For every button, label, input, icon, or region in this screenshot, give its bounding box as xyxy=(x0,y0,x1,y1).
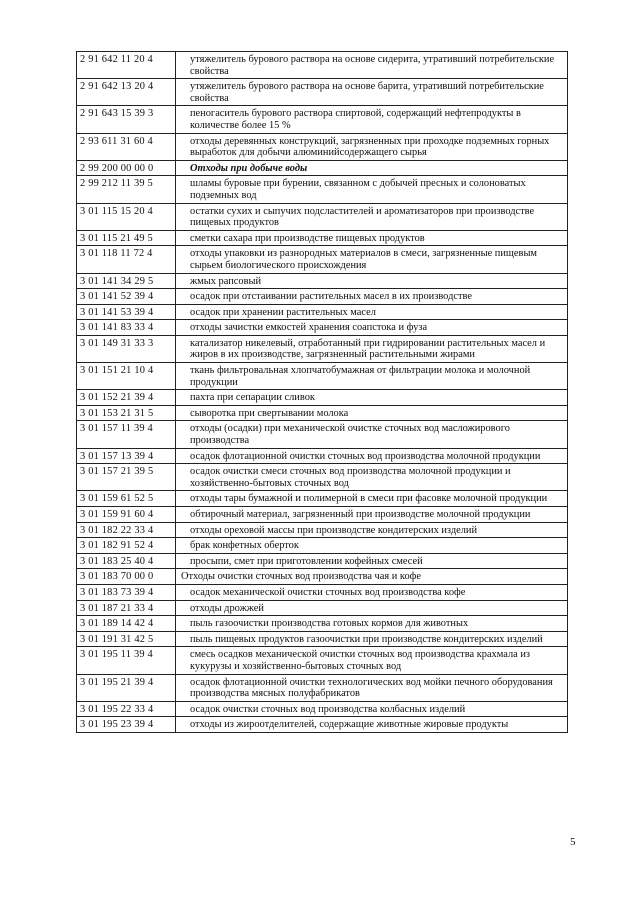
waste-code-cell: 3 01 182 91 52 4 xyxy=(77,538,176,554)
waste-description-cell: осадок при отстаивании растительных масел в их производстве xyxy=(176,289,568,305)
waste-description-cell: ткань фильтровальная хлопчатобумажная от фильтрации молока и молочной продукции xyxy=(176,363,568,390)
waste-code-cell: 3 01 157 13 39 4 xyxy=(77,448,176,464)
waste-description-cell: отходы деревянных конструкций, загрязненных при проходке подземных горных выработок для добычи алюминийсодержащего сырья xyxy=(176,133,568,160)
section-heading-cell: Отходы при добыче воды xyxy=(176,160,568,176)
waste-description-cell: пыль газоочистки производства готовых кормов для животных xyxy=(176,616,568,632)
table-row xyxy=(77,320,568,336)
waste-description-cell: пыль пищевых продуктов газоочистки при производстве кондитерских изделий xyxy=(176,631,568,647)
table-row xyxy=(77,273,568,289)
table-row xyxy=(77,600,568,616)
waste-code-cell: 3 01 151 21 10 4 xyxy=(77,363,176,390)
table-row xyxy=(77,584,568,600)
waste-description-cell: катализатор никелевый, отработанный при гидрировании растительных масел и жиров в их производстве, загрязненный растительными жирами xyxy=(176,335,568,362)
waste-code-cell: 3 01 157 21 39 5 xyxy=(77,464,176,491)
table-row xyxy=(77,160,568,176)
waste-code-cell: 3 01 189 14 42 4 xyxy=(77,616,176,632)
waste-code-cell: 2 99 212 11 39 5 xyxy=(77,176,176,203)
waste-code-cell: 3 01 195 22 33 4 xyxy=(77,701,176,717)
waste-description-cell: остатки сухих и сыпучих подсластителей и ароматизаторов при производстве пищевых продуктов xyxy=(176,203,568,230)
waste-description-cell: осадок очистки сточных вод производства колбасных изделий xyxy=(176,701,568,717)
waste-code-cell: 3 01 195 11 39 4 xyxy=(77,647,176,674)
table-row xyxy=(77,335,568,362)
waste-description-cell: сметки сахара при производстве пищевых продуктов xyxy=(176,230,568,246)
waste-code-cell: 3 01 152 21 39 4 xyxy=(77,390,176,406)
waste-description-cell: утяжелитель бурового раствора на основе сидерита, утративший потребительские свойства xyxy=(176,52,568,79)
table-row xyxy=(77,507,568,523)
waste-description-cell: смесь осадков механической очистки сточных вод производства крахмала из кукурузы и хозяйственно-бытовых сточных вод xyxy=(176,647,568,674)
table-row xyxy=(77,464,568,491)
table-row xyxy=(77,246,568,273)
table-row xyxy=(77,647,568,674)
waste-description-cell: брак конфетных оберток xyxy=(176,538,568,554)
table-row xyxy=(77,569,568,585)
waste-code-cell: 3 01 182 22 33 4 xyxy=(77,522,176,538)
waste-description-cell: отходы зачистки емкостей хранения соапстока и фуза xyxy=(176,320,568,336)
waste-code-cell: 3 01 195 23 39 4 xyxy=(77,717,176,733)
waste-code-cell: 3 01 183 25 40 4 xyxy=(77,553,176,569)
waste-code-cell: 3 01 183 70 00 0 xyxy=(77,569,176,585)
waste-code-cell: 2 91 643 15 39 3 xyxy=(77,106,176,133)
waste-code-cell: 3 01 187 21 33 4 xyxy=(77,600,176,616)
table-row xyxy=(77,304,568,320)
table-row xyxy=(77,390,568,406)
waste-description-cell: пахта при сепарации сливок xyxy=(176,390,568,406)
table-row xyxy=(77,203,568,230)
waste-code-cell: 2 93 611 31 60 4 xyxy=(77,133,176,160)
table-row xyxy=(77,133,568,160)
table-row xyxy=(77,631,568,647)
waste-description-cell: осадок при хранении растительных масел xyxy=(176,304,568,320)
table-row xyxy=(77,230,568,246)
waste-description-cell: отходы упаковки из разнородных материалов в смеси, загрязненные пищевым сырьем биологического происхождения xyxy=(176,246,568,273)
waste-description-cell: отходы (осадки) при механической очистке сточных вод масложирового производства xyxy=(176,421,568,448)
waste-description-cell: отходы тары бумажной и полимерной в смеси при фасовке молочной продукции xyxy=(176,491,568,507)
table-row xyxy=(77,553,568,569)
table-row xyxy=(77,363,568,390)
waste-description-cell: пеногаситель бурового раствора спиртовой, содержащий нефтепродукты в количестве более 15 % xyxy=(176,106,568,133)
waste-code-cell: 2 91 642 11 20 4 xyxy=(77,52,176,79)
table-row xyxy=(77,176,568,203)
waste-description-cell: обтирочный материал, загрязненный при производстве молочной продукции xyxy=(176,507,568,523)
waste-description-cell: утяжелитель бурового раствора на основе барита, утративший потребительские свойства xyxy=(176,79,568,106)
waste-code-cell: 3 01 157 11 39 4 xyxy=(77,421,176,448)
table-row xyxy=(77,674,568,701)
table-row xyxy=(77,106,568,133)
waste-description-cell: шламы буровые при бурении, связанном с добычей пресных и солоноватых подземных вод xyxy=(176,176,568,203)
waste-description-cell: жмых рапсовый xyxy=(176,273,568,289)
table-row xyxy=(77,289,568,305)
table-row xyxy=(77,491,568,507)
waste-description-cell: отходы дрожжей xyxy=(176,600,568,616)
waste-code-cell: 3 01 159 91 60 4 xyxy=(77,507,176,523)
waste-code-cell: 3 01 141 34 29 5 xyxy=(77,273,176,289)
waste-description-cell: просыпи, смет при приготовлении кофейных смесей xyxy=(176,553,568,569)
table-row xyxy=(77,701,568,717)
waste-code-cell: 3 01 191 31 42 5 xyxy=(77,631,176,647)
table-row xyxy=(77,405,568,421)
waste-description-cell: отходы из жироотделителей, содержащие животные жировые продукты xyxy=(176,717,568,733)
table-row xyxy=(77,717,568,733)
table-row xyxy=(77,448,568,464)
table-row xyxy=(77,616,568,632)
page-number: 5 xyxy=(570,836,576,848)
waste-description-cell: осадок флотационной очистки сточных вод производства молочной продукции xyxy=(176,448,568,464)
waste-code-cell: 3 01 195 21 39 4 xyxy=(77,674,176,701)
waste-codes-table xyxy=(76,51,568,733)
waste-description-cell: осадок механической очистки сточных вод производства кофе xyxy=(176,584,568,600)
waste-code-cell: 3 01 153 21 31 5 xyxy=(77,405,176,421)
waste-code-cell: 3 01 159 61 52 5 xyxy=(77,491,176,507)
waste-code-cell: 3 01 141 52 39 4 xyxy=(77,289,176,305)
table-row xyxy=(77,421,568,448)
waste-description-cell: отходы ореховой массы при производстве кондитерских изделий xyxy=(176,522,568,538)
waste-code-cell: 3 01 115 15 20 4 xyxy=(77,203,176,230)
waste-code-cell: 3 01 183 73 39 4 xyxy=(77,584,176,600)
table-row xyxy=(77,79,568,106)
waste-code-cell: 3 01 141 53 39 4 xyxy=(77,304,176,320)
waste-description-cell: сыворотка при свертывании молока xyxy=(176,405,568,421)
waste-codes-table-body xyxy=(77,52,568,733)
waste-code-cell: 3 01 149 31 33 3 xyxy=(77,335,176,362)
waste-code-cell: 3 01 118 11 72 4 xyxy=(77,246,176,273)
waste-description-cell: осадок флотационной очистки технологических вод мойки печного оборудования производства мясных полуфабрикатов xyxy=(176,674,568,701)
waste-code-cell: 2 91 642 13 20 4 xyxy=(77,79,176,106)
waste-code-cell: 3 01 115 21 49 5 xyxy=(77,230,176,246)
table-row xyxy=(77,52,568,79)
waste-code-cell: 2 99 200 00 00 0 xyxy=(77,160,176,176)
waste-description-cell: Отходы очистки сточных вод производства чая и кофе xyxy=(176,569,568,585)
table-row xyxy=(77,538,568,554)
waste-description-cell: осадок очистки смеси сточных вод производства молочной продукции и хозяйственно-бытовых сточных вод xyxy=(176,464,568,491)
waste-code-cell: 3 01 141 83 33 4 xyxy=(77,320,176,336)
table-row xyxy=(77,522,568,538)
